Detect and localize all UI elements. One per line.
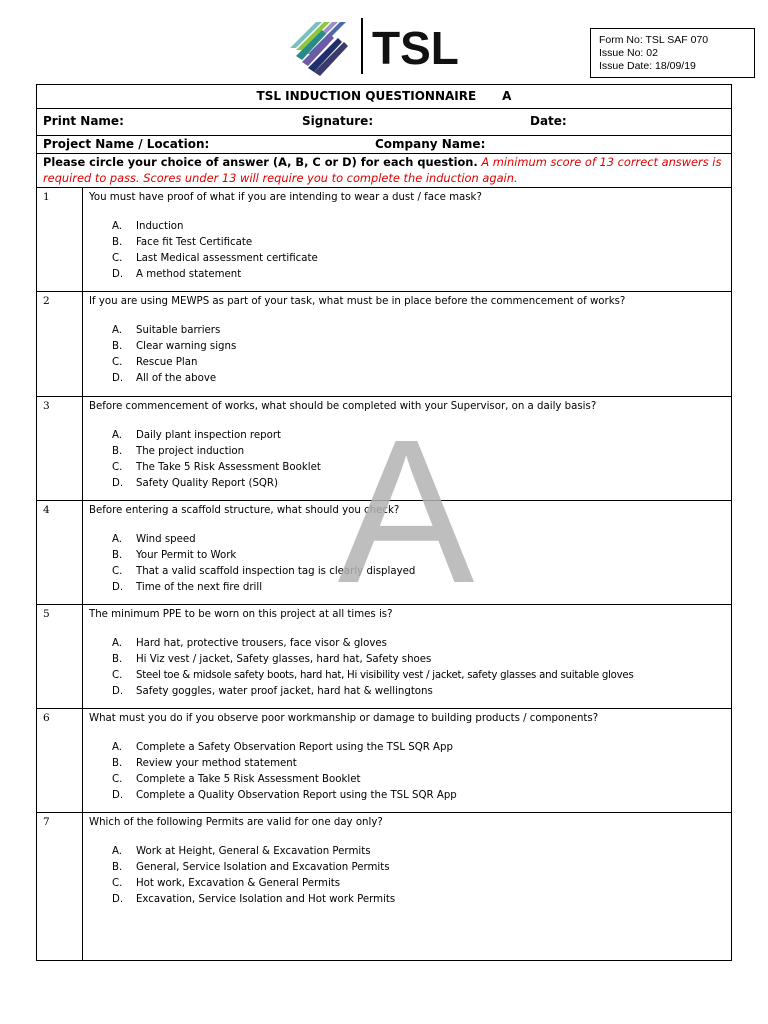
option-letter: A. <box>112 534 123 545</box>
option-letter: C. <box>112 878 123 889</box>
option-text: The Take 5 Risk Assessment Booklet <box>136 462 321 473</box>
answer-option[interactable] <box>112 564 727 580</box>
answer-option[interactable] <box>112 860 727 876</box>
option-text: Time of the next fire drill <box>136 582 263 593</box>
option-letter: B. <box>112 654 123 665</box>
answer-option[interactable] <box>112 740 727 756</box>
option-text: The project induction <box>136 446 245 457</box>
answer-option[interactable] <box>112 323 727 339</box>
option-letter: A. <box>112 638 123 649</box>
question-number: 4 <box>37 501 83 604</box>
option-letter: C. <box>112 566 123 577</box>
answer-option[interactable] <box>112 684 727 700</box>
title-row <box>37 85 731 109</box>
tsl-logo <box>288 16 483 76</box>
option-letter: A. <box>112 221 123 232</box>
option-text: General, Service Isolation and Excavation Permits <box>136 862 390 873</box>
option-text: Suitable barriers <box>136 325 221 336</box>
answer-option[interactable] <box>112 460 727 476</box>
option-text: Daily plant inspection report <box>136 430 282 441</box>
answer-option[interactable] <box>112 580 727 596</box>
option-letter: B. <box>112 237 123 248</box>
date-field[interactable]: Date: <box>530 114 567 128</box>
pass-requirement-end: . <box>513 171 518 185</box>
question-number: 2 <box>37 292 83 396</box>
name-row <box>37 109 731 136</box>
pass-requirement-text-1: A minimum score of 13 correct answers is <box>481 155 722 169</box>
option-letter: B. <box>112 446 123 457</box>
company-name-field[interactable]: Company Name: <box>375 137 486 151</box>
form-title: TSL INDUCTION QUESTIONNAIRE <box>256 89 477 103</box>
form-version: A <box>502 89 512 103</box>
pass-requirement-text-2: required to pass. Scores under 13 will require you to complete the induction again <box>43 171 514 185</box>
option-text: Rescue Plan <box>136 357 198 368</box>
answer-option[interactable] <box>112 548 727 564</box>
option-letter: D. <box>112 686 124 697</box>
project-location-field[interactable]: Project Name / Location: <box>43 137 210 151</box>
option-text: That a valid scaffold inspection tag is clearly displayed <box>136 566 416 577</box>
option-text: Clear warning signs <box>136 341 237 352</box>
option-text: Face fit Test Certificate <box>136 237 253 248</box>
instruction-text: Please circle your choice of answer (A, B, C or D) for each question. <box>43 155 478 169</box>
option-letter: D. <box>112 790 124 801</box>
question-text: Before commencement of works, what should be completed with your Supervisor, on a daily basis? <box>89 401 597 412</box>
option-text: Excavation, Service Isolation and Hot work Permits <box>136 894 396 905</box>
option-text: Work at Height, General & Excavation Permits <box>136 846 371 857</box>
option-text: Hard hat, protective trousers, face visor & gloves <box>136 638 387 649</box>
issue-number: Issue No: 02 <box>599 47 658 59</box>
option-text: Last Medical assessment certificate <box>136 253 318 264</box>
option-text: A method statement <box>136 269 242 280</box>
question-row <box>37 605 731 709</box>
option-text: Review your method statement <box>136 758 297 769</box>
option-text: Complete a Safety Observation Report using the TSL SQR App <box>136 742 453 753</box>
questionnaire-table <box>36 84 732 961</box>
answer-option[interactable] <box>112 235 727 251</box>
answer-option[interactable] <box>112 355 727 371</box>
question-text: You must have proof of what if you are intending to wear a dust / face mask? <box>89 192 482 203</box>
answer-option[interactable] <box>112 251 727 267</box>
issue-date: Issue Date: 18/09/19 <box>599 60 696 72</box>
option-letter: C. <box>112 774 123 785</box>
answer-option[interactable] <box>112 892 727 908</box>
print-name-field[interactable]: Print Name: <box>43 114 124 128</box>
option-text: Hot work, Excavation & General Permits <box>136 878 341 889</box>
option-text: Complete a Quality Observation Report using the TSL SQR App <box>136 790 457 801</box>
option-text: Complete a Take 5 Risk Assessment Booklet <box>136 774 361 785</box>
answer-option[interactable] <box>112 444 727 460</box>
option-letter: D. <box>112 478 124 489</box>
question-number: 5 <box>37 605 83 708</box>
question-text: Which of the following Permits are valid for one day only? <box>89 817 383 828</box>
option-letter: B. <box>112 862 123 873</box>
question-text: What must you do if you observe poor workmanship or damage to building products / components? <box>89 713 599 724</box>
option-letter: C. <box>112 462 123 473</box>
answer-option[interactable] <box>112 532 727 548</box>
option-letter: C. <box>112 670 123 681</box>
option-letter: B. <box>112 758 123 769</box>
question-text: Before entering a scaffold structure, what should you check? <box>89 505 400 516</box>
question-number: 1 <box>37 188 83 291</box>
project-row <box>37 136 731 154</box>
answer-option[interactable] <box>112 844 727 860</box>
option-letter: C. <box>112 357 123 368</box>
watermark-letter: A <box>337 422 475 592</box>
signature-field[interactable]: Signature: <box>302 114 374 128</box>
option-text: Safety Quality Report (SQR) <box>136 478 278 489</box>
option-letter: B. <box>112 550 123 561</box>
question-row <box>37 813 731 960</box>
question-row <box>37 292 731 397</box>
option-letter: A. <box>112 325 123 336</box>
option-text: Induction <box>136 221 184 232</box>
question-text: If you are using MEWPS as part of your task, what must be in place before the commencement of works? <box>89 296 626 307</box>
tsl-logo-graphic <box>288 16 483 76</box>
option-letter: A. <box>112 742 123 753</box>
answer-option[interactable] <box>112 267 727 283</box>
form-number: Form No: TSL SAF 070 <box>599 34 709 46</box>
answer-option[interactable] <box>112 756 727 772</box>
answer-option[interactable] <box>112 636 727 652</box>
answer-option[interactable] <box>112 339 727 355</box>
option-letter: A. <box>112 430 123 441</box>
question-row <box>37 709 731 813</box>
answer-option[interactable] <box>112 476 727 492</box>
question-row <box>37 397 731 501</box>
option-text: Your Permit to Work <box>136 550 237 561</box>
question-number: 3 <box>37 397 83 500</box>
answer-option[interactable] <box>112 668 727 684</box>
logo-stripes-icon <box>290 22 348 76</box>
option-letter: D. <box>112 269 124 280</box>
answer-option[interactable] <box>112 788 727 804</box>
question-row <box>37 501 731 605</box>
option-letter: D. <box>112 582 124 593</box>
answer-option[interactable] <box>112 652 727 668</box>
question-row <box>37 188 731 292</box>
option-letter: C. <box>112 253 123 264</box>
answer-option[interactable] <box>112 876 727 892</box>
answer-option[interactable] <box>112 428 727 444</box>
option-letter: D. <box>112 373 124 384</box>
option-letter: D. <box>112 894 124 905</box>
option-letter: A. <box>112 846 123 857</box>
logo-text: TSL <box>372 22 459 74</box>
option-text: Safety goggles, water proof jacket, hard hat & wellingtons <box>136 686 433 697</box>
answer-option[interactable] <box>112 219 727 235</box>
question-number: 7 <box>37 813 83 960</box>
instruction-row <box>37 154 731 188</box>
answer-option[interactable] <box>112 371 727 387</box>
option-letter: B. <box>112 341 123 352</box>
answer-option[interactable] <box>112 772 727 788</box>
option-text: Steel toe & midsole safety boots, hard hat, Hi visibility vest / jacket, safety glasses and suitable gloves <box>136 670 634 681</box>
option-text: Hi Viz vest / jacket, Safety glasses, hard hat, Safety shoes <box>136 654 432 665</box>
option-text: Wind speed <box>136 534 196 545</box>
question-text: The minimum PPE to be worn on this project at all times is? <box>89 609 393 620</box>
form-info-box <box>590 28 755 78</box>
question-number: 6 <box>37 709 83 812</box>
option-text: All of the above <box>136 373 217 384</box>
